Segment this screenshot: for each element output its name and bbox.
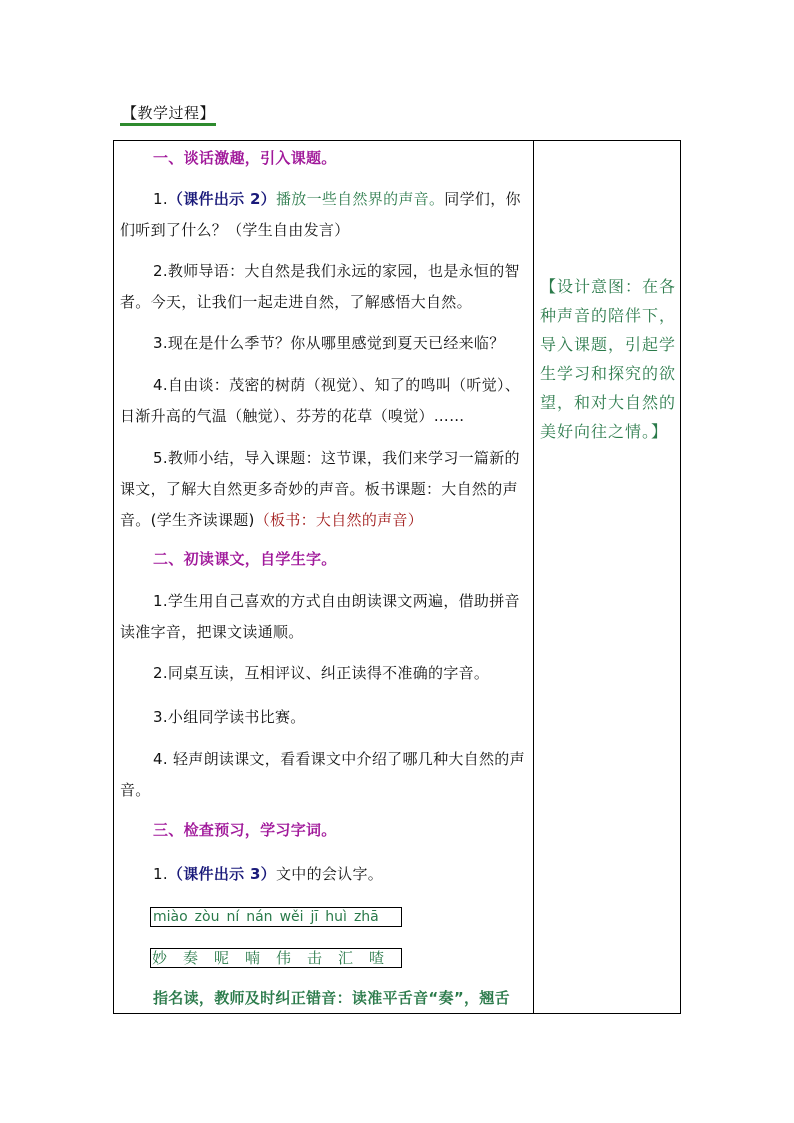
paragraph-1-1 xyxy=(120,184,530,246)
paragraph-3-2: 指名读，教师及时纠正错音：读准平舌音“奏”，翘舌 xyxy=(153,989,510,1007)
blackboard-note: （板书：大自然的声音） xyxy=(254,511,424,529)
character-box xyxy=(150,948,402,968)
item-number: 1. xyxy=(153,865,168,883)
design-intent-note: 【设计意图：在各种声音的陪伴下，导入课题，引起学生学习和探究的欲望，和对大自然的美好向往之情。】 xyxy=(540,277,677,441)
character: 喳 xyxy=(369,949,385,967)
section-1-title: 一、谈话激趣，引入课题。 xyxy=(153,149,337,167)
character: 汇 xyxy=(338,949,354,967)
paragraph-1-3: 3.现在是什么季节？你从哪里感觉到夏天已经来临？ xyxy=(153,334,505,352)
courseware-tag: （课件出示 3） xyxy=(167,865,276,883)
paragraph-text: 5.教师小结，导入课题：这节课，我们来学习一篇新的课文，了解大自然更多奇妙的声音。板书课题：大自然的声音。(学生齐读课题) xyxy=(120,449,520,529)
pinyin-syllable: huì xyxy=(325,909,347,925)
paragraph-1-5 xyxy=(120,443,530,536)
paragraph-2-4: 4. 轻声朗读课文，看看课文中介绍了哪几种大自然的声音。 xyxy=(120,750,525,799)
section-heading: 【教学过程】 xyxy=(120,103,216,126)
pinyin-syllable: miào xyxy=(153,909,188,925)
section-2-title: 二、初读课文，自学生字。 xyxy=(153,550,337,568)
character: 击 xyxy=(307,949,323,967)
pinyin-syllable: zhā xyxy=(353,909,379,925)
pinyin-syllable: jī xyxy=(310,909,319,925)
character: 妙 xyxy=(152,949,168,967)
paragraph-1-2: 2.教师导语：大自然是我们永远的家园，也是永恒的智者。今天，让我们一起走进自然，了解感悟大自然。 xyxy=(120,262,520,311)
paragraph-2-2: 2.同桌互读，互相评议、纠正读得不准确的字音。 xyxy=(153,664,490,682)
character: 呢 xyxy=(214,949,230,967)
character: 伟 xyxy=(276,949,292,967)
pinyin-syllable: nán xyxy=(246,909,273,925)
item-number: 1. xyxy=(153,190,168,208)
character: 奏 xyxy=(183,949,199,967)
character: 喃 xyxy=(245,949,261,967)
paragraph-3-1 xyxy=(120,859,530,890)
paragraph-2-3: 3.小组同学读书比赛。 xyxy=(153,708,306,726)
paragraph-1-4: 4.自由谈：茂密的树荫（视觉）、知了的鸣叫（听觉）、日渐升高的气温（触觉）、芬芳的花草（嗅觉）…… xyxy=(120,376,521,425)
pinyin-syllable: zòu xyxy=(194,909,220,925)
paragraph-2-1: 1.学生用自己喜欢的方式自由朗读课文两遍，借助拼音读准字音，把课文读通顺。 xyxy=(120,592,520,641)
section-3-title: 三、检查预习，学习字词。 xyxy=(153,821,337,839)
green-text: 播放一些自然界的声音。 xyxy=(275,190,445,208)
paragraph-text: 同学们，你们听到了什么？（学生自由发言） xyxy=(120,190,521,239)
courseware-tag: （课件出示 2） xyxy=(167,190,276,208)
pinyin-box xyxy=(150,907,402,927)
pinyin-syllable: ní xyxy=(226,909,240,925)
paragraph-text: 文中的会认字。 xyxy=(275,865,384,883)
pinyin-syllable: wěi xyxy=(279,909,304,925)
